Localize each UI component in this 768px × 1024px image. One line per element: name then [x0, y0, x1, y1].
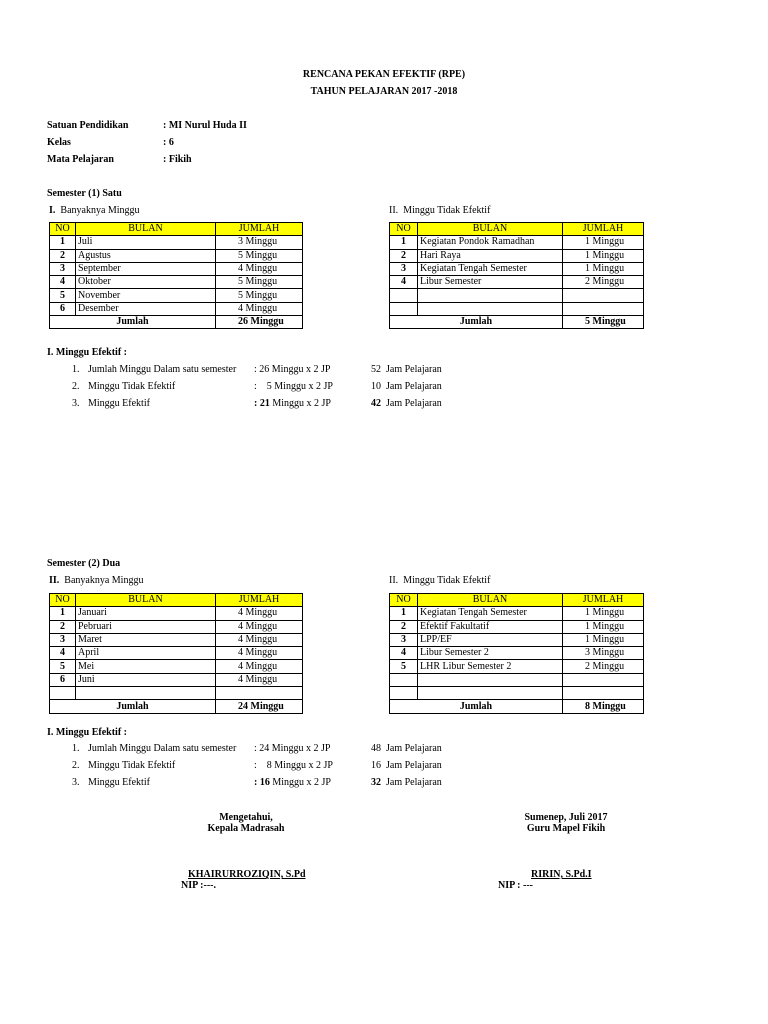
header-bulan: BULAN: [76, 594, 216, 607]
header-no: NO: [50, 594, 76, 607]
list-item: 1. Jumlah Minggu Dalam satu semester : 26 Minggu x 2 JP 52 Jam Pelajaran: [72, 364, 442, 375]
semester1-title: Semester (1) Satu: [47, 188, 122, 199]
table-header-row: [50, 594, 303, 607]
identity-label-mapel: Mata Pelajaran: [47, 154, 114, 165]
signature-left-line1: Mengetahui,: [219, 812, 273, 823]
header-jumlah: JUMLAH: [216, 594, 303, 607]
table-row: 2 Hari Raya 1 Minggu: [390, 249, 644, 262]
table-row: 1 Kegiatan Tengah Semester 1 Minggu: [390, 607, 644, 620]
signature-left-line2: Kepala Madrasah: [207, 823, 285, 834]
table-row: 1 Januari 4 Minggu: [50, 607, 303, 620]
table-total-row: [390, 316, 644, 329]
table-row: [390, 673, 644, 686]
signature-right-line2: Guru Mapel Fikih: [526, 823, 606, 834]
semester1-left-heading-num: I.: [49, 205, 56, 216]
signature-right-name: RIRIN, S.Pd.I: [531, 869, 592, 880]
table-row: 3 Kegiatan Tengah Semester 1 Minggu: [390, 262, 644, 275]
table-row: 2 Efektif Fakultatif 1 Minggu: [390, 620, 644, 633]
signature-left-nip: NIP :---.: [181, 880, 216, 891]
table-row: [50, 687, 303, 700]
signature-right-line1: Sumenep, Juli 2017: [524, 812, 608, 823]
identity-value-kelas: : 6: [163, 137, 174, 148]
document-year: TAHUN PELAJARAN 2017 -2018: [310, 86, 458, 97]
table-row: 4 Oktober 5 Minggu: [50, 276, 303, 289]
identity-label-kelas: Kelas: [47, 137, 71, 148]
semester2-right-heading-num: II.: [389, 575, 399, 586]
list-item: 3. Minggu Efektif : 21 Minggu x 2 JP 42 Jam Pelajaran: [72, 398, 442, 409]
signature-right-nip: NIP : ---: [498, 880, 533, 891]
table-row: 5 LHR Libur Semester 2 2 Minggu: [390, 660, 644, 673]
semester2-left-heading-num: II.: [49, 575, 60, 586]
semester2-title: Semester (2) Dua: [47, 558, 121, 569]
identity-value-satuan: : MI Nurul Huda II: [163, 120, 247, 131]
total-value: 8 Minggu: [563, 700, 644, 713]
table-row: 2 Agustus 5 Minggu: [50, 249, 303, 262]
semester2-right-heading: [389, 575, 490, 586]
identity-label-satuan: Satuan Pendidikan: [47, 120, 129, 131]
table-row: 1 Juli 3 Minggu: [50, 236, 303, 249]
total-label: Jumlah: [390, 700, 563, 713]
semester1-efektif-title: I. Minggu Efektif :: [47, 347, 127, 358]
semester1-left-heading: [49, 205, 140, 216]
table-total-row: [390, 700, 644, 713]
header-bulan: BULAN: [76, 223, 216, 236]
table-row: 3 LPP/EF 1 Minggu: [390, 633, 644, 646]
table-row: [390, 302, 644, 315]
total-label: Jumlah: [50, 700, 216, 713]
semester1-non-effective-table: [389, 222, 644, 329]
list-item: 2. Minggu Tidak Efektif : 8 Minggu x 2 JP 16 Jam Pelajaran: [72, 760, 442, 771]
semester2-right-heading-label: Minggu Tidak Efektif: [403, 575, 491, 586]
header-bulan: BULAN: [418, 594, 563, 607]
table-row: 4 April 4 Minggu: [50, 647, 303, 660]
identity-value-mapel: : Fikih: [163, 154, 192, 165]
table-row: 5 Mei 4 Minggu: [50, 660, 303, 673]
table-row: 4 Libur Semester 2 3 Minggu: [390, 647, 644, 660]
table-total-row: [50, 316, 303, 329]
table-row: 1 Kegiatan Pondok Ramadhan 1 Minggu: [390, 236, 644, 249]
total-label: Jumlah: [50, 316, 216, 329]
semester2-non-effective-table: [389, 593, 644, 714]
semester1-weeks-table: [49, 222, 303, 329]
table-header-row: [50, 223, 303, 236]
semester2-left-heading-label: Banyaknya Minggu: [64, 575, 144, 586]
semester2-weeks-table: [49, 593, 303, 714]
document-title: RENCANA PEKAN EFEKTIF (RPE): [302, 69, 466, 80]
header-jumlah: JUMLAH: [563, 594, 644, 607]
list-item: 3. Minggu Efektif : 16 Minggu x 2 JP 32 Jam Pelajaran: [72, 777, 442, 788]
table-header-row: [390, 594, 644, 607]
header-bulan: BULAN: [418, 223, 563, 236]
table-row: 3 September 4 Minggu: [50, 262, 303, 275]
table-row: 3 Maret 4 Minggu: [50, 633, 303, 646]
table-row: 2 Pebruari 4 Minggu: [50, 620, 303, 633]
table-row: 5 November 5 Minggu: [50, 289, 303, 302]
list-item: 1. Jumlah Minggu Dalam satu semester : 24 Minggu x 2 JP 48 Jam Pelajaran: [72, 743, 442, 754]
header-no: NO: [50, 223, 76, 236]
table-row: 6 Desember 4 Minggu: [50, 302, 303, 315]
semester2-left-heading: [49, 575, 143, 586]
semester2-efektif-title: I. Minggu Efektif :: [47, 727, 127, 738]
header-no: NO: [390, 223, 418, 236]
table-header-row: [390, 223, 644, 236]
total-value: 26 Minggu: [216, 316, 303, 329]
table-total-row: [50, 700, 303, 713]
signature-left-name: KHAIRURROZIQIN, S.Pd: [188, 869, 306, 880]
header-jumlah: JUMLAH: [563, 223, 644, 236]
header-jumlah: JUMLAH: [216, 223, 303, 236]
table-row: 6 Juni 4 Minggu: [50, 673, 303, 686]
total-label: Jumlah: [390, 316, 563, 329]
total-value: 24 Minggu: [216, 700, 303, 713]
semester1-right-heading: [389, 205, 490, 216]
total-value: 5 Minggu: [563, 316, 644, 329]
header-no: NO: [390, 594, 418, 607]
table-row: 4 Libur Semester 2 Minggu: [390, 276, 644, 289]
table-row: [390, 289, 644, 302]
table-row: [390, 687, 644, 700]
list-item: 2. Minggu Tidak Efektif : 5 Minggu x 2 JP 10 Jam Pelajaran: [72, 381, 442, 392]
semester1-left-heading-label: Banyaknya Minggu: [60, 205, 140, 216]
semester1-right-heading-label: Minggu Tidak Efektif: [403, 205, 491, 216]
semester1-right-heading-num: II.: [389, 205, 399, 216]
